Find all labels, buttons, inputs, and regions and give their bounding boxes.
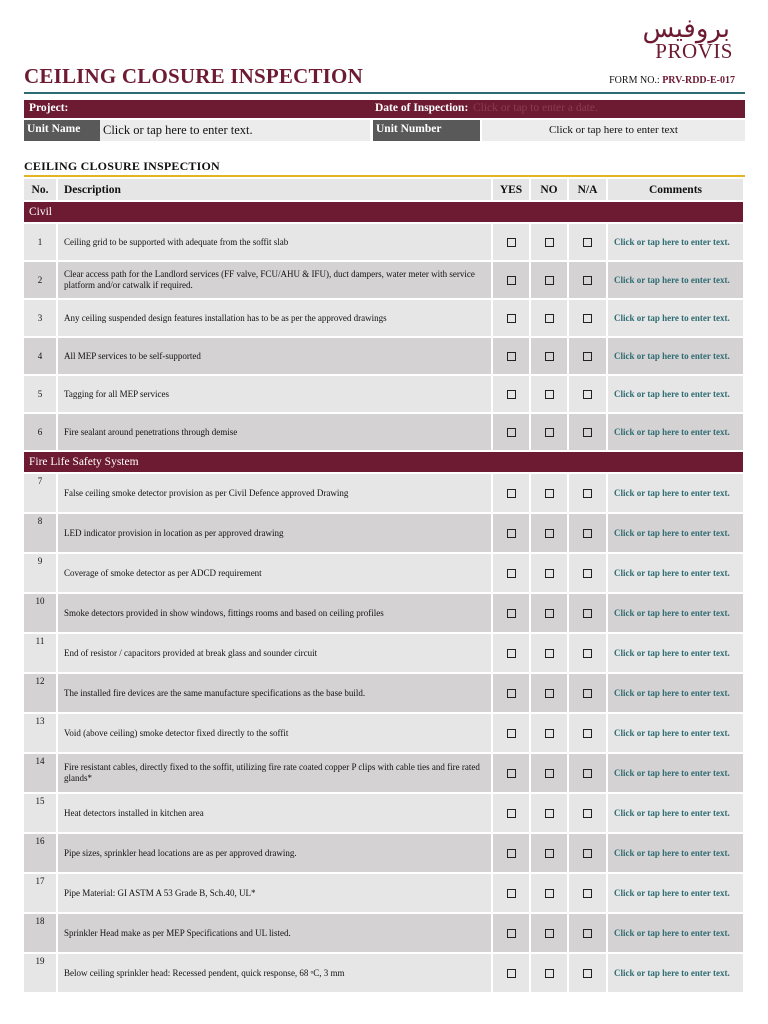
checkbox-no[interactable]	[545, 609, 554, 618]
checkbox-na[interactable]	[583, 276, 592, 285]
cell-na	[569, 262, 608, 300]
cell-no	[531, 674, 569, 714]
col-no: No.	[24, 179, 58, 202]
comment-field[interactable]: Click or tap here to enter text.	[608, 338, 745, 376]
item-description: Smoke detectors provided in show windows, fittings rooms and based on ceiling profiles	[58, 594, 493, 634]
cell-yes	[493, 794, 531, 834]
table-row	[24, 834, 745, 874]
checkbox-no[interactable]	[545, 489, 554, 498]
checkbox-yes[interactable]	[507, 569, 516, 578]
checkbox-na[interactable]	[583, 428, 592, 437]
cell-yes	[493, 954, 531, 994]
cell-yes	[493, 834, 531, 874]
comment-field[interactable]: Click or tap here to enter text.	[608, 376, 745, 414]
cell-na	[569, 414, 608, 452]
checkbox-na[interactable]	[583, 238, 592, 247]
cell-no	[531, 262, 569, 300]
cell-no	[531, 474, 569, 514]
checkbox-no[interactable]	[545, 969, 554, 978]
date-field[interactable]: Click or tap to enter a date.	[473, 102, 598, 114]
section-row	[24, 202, 745, 224]
cell-na	[569, 554, 608, 594]
checkbox-yes[interactable]	[507, 769, 516, 778]
cell-no	[531, 376, 569, 414]
checkbox-no[interactable]	[545, 769, 554, 778]
checkbox-yes[interactable]	[507, 729, 516, 738]
item-description: Below ceiling sprinkler head: Recessed pendent, quick response, 68 ᵒC, 3 mm	[58, 954, 493, 994]
cell-na	[569, 634, 608, 674]
page-title: CEILING CLOSURE INSPECTION	[24, 64, 363, 88]
checkbox-na[interactable]	[583, 809, 592, 818]
cell-no	[531, 874, 569, 914]
item-description: Clear access path for the Landlord services (FF valve, FCU/AHU & IFU), duct dampers, water meter with service platform and/or catwalk if required.	[58, 262, 493, 300]
cell-yes	[493, 634, 531, 674]
table-row	[24, 514, 745, 554]
checkbox-na[interactable]	[583, 729, 592, 738]
form-number	[609, 75, 735, 86]
item-number: 6	[24, 414, 58, 452]
comment-field[interactable]: Click or tap here to enter text.	[608, 262, 745, 300]
cell-no	[531, 514, 569, 554]
cell-na	[569, 300, 608, 338]
cell-no	[531, 954, 569, 994]
cell-na	[569, 834, 608, 874]
item-description: Fire sealant around penetrations through demise	[58, 414, 493, 452]
cell-no	[531, 594, 569, 634]
checkbox-na[interactable]	[583, 649, 592, 658]
cell-yes	[493, 554, 531, 594]
cell-na	[569, 376, 608, 414]
cell-no	[531, 754, 569, 794]
checkbox-na[interactable]	[583, 769, 592, 778]
form-number-label: FORM NO.:	[609, 75, 660, 86]
table-row	[24, 474, 745, 514]
checkbox-no[interactable]	[545, 569, 554, 578]
table-row	[24, 224, 745, 262]
unit-name-label: Unit Name	[24, 120, 100, 141]
checkbox-no[interactable]	[545, 529, 554, 538]
cell-yes	[493, 514, 531, 554]
form-number-value: PRV-RDD-E-017	[662, 75, 735, 86]
checkbox-yes[interactable]	[507, 352, 516, 361]
item-description: Any ceiling suspended design features installation has to be as per the approved drawings	[58, 300, 493, 338]
table-row	[24, 674, 745, 714]
unit-number-field[interactable]: Click or tap here to enter text	[482, 120, 745, 141]
table-row	[24, 634, 745, 674]
cell-na	[569, 954, 608, 994]
checkbox-yes[interactable]	[507, 238, 516, 247]
checkbox-na[interactable]	[583, 889, 592, 898]
table-header-row	[24, 179, 745, 202]
table-row	[24, 338, 745, 376]
comment-field[interactable]: Click or tap here to enter text.	[608, 914, 745, 954]
item-description: Heat detectors installed in kitchen area	[58, 794, 493, 834]
section-name: Fire Life Safety System	[24, 452, 745, 474]
comment-field[interactable]: Click or tap here to enter text.	[608, 554, 745, 594]
cell-no	[531, 414, 569, 452]
unit-number-label: Unit Number	[373, 120, 480, 141]
cell-no	[531, 834, 569, 874]
checkbox-no[interactable]	[545, 929, 554, 938]
cell-no	[531, 338, 569, 376]
item-number: 3	[24, 300, 58, 338]
cell-yes	[493, 674, 531, 714]
checkbox-na[interactable]	[583, 314, 592, 323]
table-row	[24, 414, 745, 452]
comment-field[interactable]: Click or tap here to enter text.	[608, 954, 745, 994]
table-row	[24, 300, 745, 338]
checkbox-no[interactable]	[545, 689, 554, 698]
item-number: 19	[24, 954, 58, 994]
comment-field[interactable]: Click or tap here to enter text.	[608, 224, 745, 262]
item-description: Coverage of smoke detector as per ADCD requirement	[58, 554, 493, 594]
item-number: 4	[24, 338, 58, 376]
cell-na	[569, 514, 608, 554]
comment-field[interactable]: Click or tap here to enter text.	[608, 674, 745, 714]
table-row	[24, 794, 745, 834]
checkbox-no[interactable]	[545, 649, 554, 658]
inspection-table	[24, 179, 745, 994]
table-row	[24, 554, 745, 594]
item-number: 14	[24, 754, 58, 794]
table-row	[24, 754, 745, 794]
checkbox-na[interactable]	[583, 390, 592, 399]
checkbox-yes[interactable]	[507, 390, 516, 399]
cell-no	[531, 224, 569, 262]
section-name: Civil	[24, 202, 745, 224]
item-description: Fire resistant cables, directly fixed to the soffit, utilizing fire rate coated copper P clips with cable ties and fire rated glands*	[58, 754, 493, 794]
table-row	[24, 376, 745, 414]
cell-no	[531, 634, 569, 674]
cell-na	[569, 874, 608, 914]
checkbox-no[interactable]	[545, 314, 554, 323]
cell-yes	[493, 874, 531, 914]
unit-name-field[interactable]: Click or tap here to enter text.	[100, 120, 370, 141]
item-number: 5	[24, 376, 58, 414]
cell-na	[569, 338, 608, 376]
project-bar	[24, 100, 745, 118]
checkbox-yes[interactable]	[507, 849, 516, 858]
item-number: 13	[24, 714, 58, 754]
item-description: All MEP services to be self-supported	[58, 338, 493, 376]
project-label: Project:	[29, 102, 69, 114]
comment-field[interactable]: Click or tap here to enter text.	[608, 300, 745, 338]
checkbox-yes[interactable]	[507, 276, 516, 285]
item-number: 8	[24, 514, 58, 554]
checkbox-yes[interactable]	[507, 314, 516, 323]
cell-na	[569, 224, 608, 262]
item-number: 18	[24, 914, 58, 954]
cell-yes	[493, 594, 531, 634]
item-number: 7	[24, 474, 58, 514]
checkbox-na[interactable]	[583, 849, 592, 858]
comment-field[interactable]: Click or tap here to enter text.	[608, 834, 745, 874]
cell-na	[569, 474, 608, 514]
item-description: Void (above ceiling) smoke detector fixed directly to the soffit	[58, 714, 493, 754]
comment-field[interactable]: Click or tap here to enter text.	[608, 754, 745, 794]
table-row	[24, 874, 745, 914]
checkbox-yes[interactable]	[507, 529, 516, 538]
cell-yes	[493, 262, 531, 300]
col-yes: YES	[493, 179, 531, 202]
checkbox-no[interactable]	[545, 809, 554, 818]
checkbox-no[interactable]	[545, 889, 554, 898]
item-number: 2	[24, 262, 58, 300]
checkbox-na[interactable]	[583, 529, 592, 538]
checkbox-na[interactable]	[583, 569, 592, 578]
item-number: 1	[24, 224, 58, 262]
item-description: False ceiling smoke detector provision as per Civil Defence approved Drawing	[58, 474, 493, 514]
item-description: Ceiling grid to be supported with adequate from the soffit slab	[58, 224, 493, 262]
item-number: 9	[24, 554, 58, 594]
cell-yes	[493, 754, 531, 794]
cell-na	[569, 714, 608, 754]
col-description: Description	[58, 179, 493, 202]
checkbox-no[interactable]	[545, 238, 554, 247]
cell-yes	[493, 474, 531, 514]
item-description: LED indicator provision in location as per approved drawing	[58, 514, 493, 554]
checkbox-na[interactable]	[583, 352, 592, 361]
checkbox-yes[interactable]	[507, 689, 516, 698]
checkbox-yes[interactable]	[507, 889, 516, 898]
checkbox-no[interactable]	[545, 276, 554, 285]
col-comments: Comments	[608, 179, 745, 202]
table-row	[24, 262, 745, 300]
col-no-answer: NO	[531, 179, 569, 202]
checkbox-no[interactable]	[545, 729, 554, 738]
comment-field[interactable]: Click or tap here to enter text.	[608, 794, 745, 834]
table-row	[24, 954, 745, 994]
checkbox-no[interactable]	[545, 390, 554, 399]
cell-na	[569, 594, 608, 634]
item-description: Tagging for all MEP services	[58, 376, 493, 414]
comment-field[interactable]: Click or tap here to enter text.	[608, 714, 745, 754]
cell-yes	[493, 376, 531, 414]
checkbox-na[interactable]	[583, 969, 592, 978]
col-na: N/A	[569, 179, 608, 202]
logo-provis: PROVIS	[655, 39, 733, 63]
table-row	[24, 594, 745, 634]
cell-na	[569, 794, 608, 834]
table-row	[24, 914, 745, 954]
cell-no	[531, 714, 569, 754]
item-number: 12	[24, 674, 58, 714]
comment-field[interactable]: Click or tap here to enter text.	[608, 874, 745, 914]
item-number: 16	[24, 834, 58, 874]
cell-no	[531, 914, 569, 954]
checkbox-yes[interactable]	[507, 609, 516, 618]
checkbox-yes[interactable]	[507, 929, 516, 938]
item-number: 17	[24, 874, 58, 914]
checkbox-na[interactable]	[583, 689, 592, 698]
comment-field[interactable]: Click or tap here to enter text.	[608, 414, 745, 452]
checkbox-yes[interactable]	[507, 489, 516, 498]
cell-yes	[493, 338, 531, 376]
cell-yes	[493, 300, 531, 338]
checkbox-na[interactable]	[583, 489, 592, 498]
item-number: 11	[24, 634, 58, 674]
comment-field[interactable]: Click or tap here to enter text.	[608, 594, 745, 634]
checkbox-na[interactable]	[583, 609, 592, 618]
cell-yes	[493, 714, 531, 754]
comment-field[interactable]: Click or tap here to enter text.	[608, 634, 745, 674]
title-divider	[24, 92, 745, 94]
checkbox-na[interactable]	[583, 929, 592, 938]
cell-na	[569, 754, 608, 794]
checkbox-yes[interactable]	[507, 809, 516, 818]
item-number: 10	[24, 594, 58, 634]
checkbox-no[interactable]	[545, 352, 554, 361]
item-description: Pipe Material: GI ASTM A 53 Grade B, Sch.40, UL*	[58, 874, 493, 914]
cell-yes	[493, 224, 531, 262]
item-description: Pipe sizes, sprinkler head locations are as per approved drawing.	[58, 834, 493, 874]
cell-no	[531, 794, 569, 834]
checklist-heading: CEILING CLOSURE INSPECTION	[24, 159, 220, 173]
cell-yes	[493, 414, 531, 452]
cell-no	[531, 300, 569, 338]
comment-field[interactable]: Click or tap here to enter text.	[608, 474, 745, 514]
date-label: Date of Inspection:	[375, 102, 469, 114]
heading-underline	[24, 175, 745, 177]
logo-arabic: بروفيس	[642, 14, 730, 44]
item-description: The installed fire devices are the same manufacture specifications as the base build.	[58, 674, 493, 714]
checkbox-yes[interactable]	[507, 969, 516, 978]
cell-no	[531, 554, 569, 594]
checkbox-no[interactable]	[545, 428, 554, 437]
cell-yes	[493, 914, 531, 954]
checkbox-yes[interactable]	[507, 649, 516, 658]
comment-field[interactable]: Click or tap here to enter text.	[608, 514, 745, 554]
item-description: End of resistor / capacitors provided at break glass and sounder circuit	[58, 634, 493, 674]
section-row	[24, 452, 745, 474]
item-number: 15	[24, 794, 58, 834]
checkbox-no[interactable]	[545, 849, 554, 858]
cell-na	[569, 914, 608, 954]
item-description: Sprinkler Head make as per MEP Specifications and UL listed.	[58, 914, 493, 954]
cell-na	[569, 674, 608, 714]
checkbox-yes[interactable]	[507, 428, 516, 437]
table-row	[24, 714, 745, 754]
